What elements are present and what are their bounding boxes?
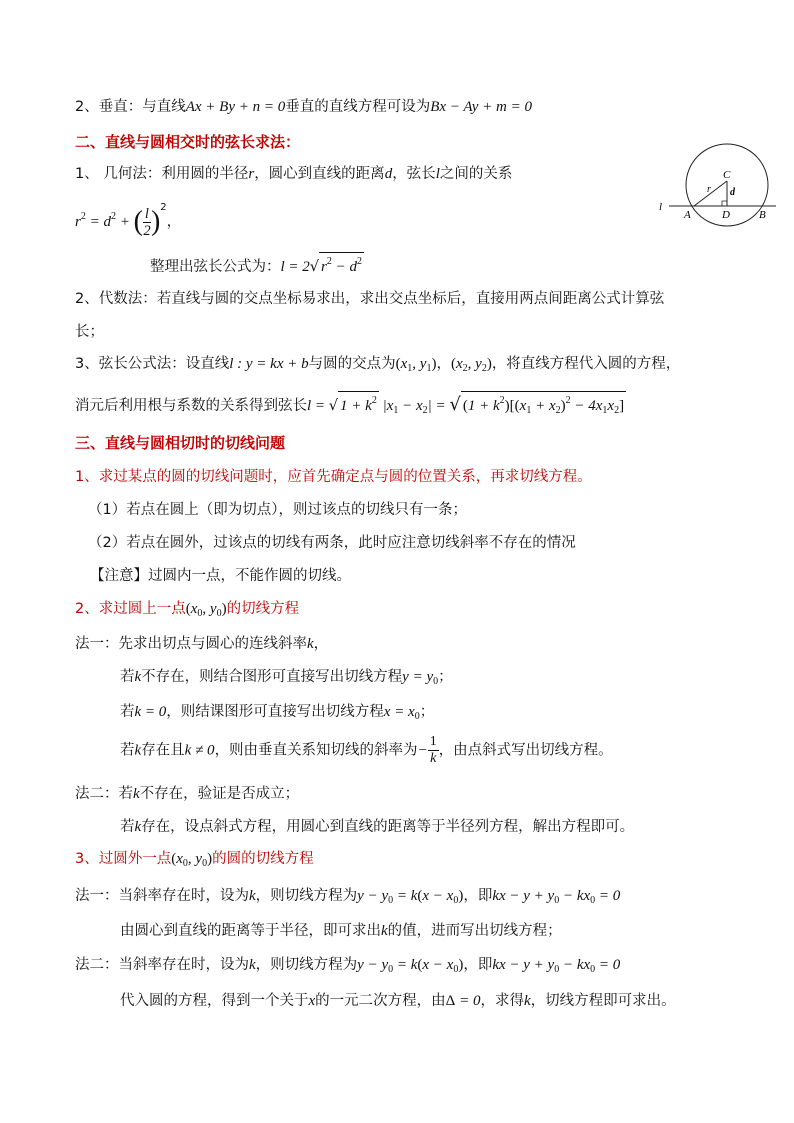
method-two-slope-exists-text: 若k存在，设点斜式方程，用圆心到直线的距离等于半径列方程，解出方程即可。: [120, 819, 635, 835]
right-angle-mark: [722, 201, 727, 206]
point-on-circle-case: （1）若点在圆上（即为切点），则过该点的切线只有一条；: [88, 502, 467, 518]
geometric-method-text: 1、 几何法：利用圆的半径r，圆心到直线的距离d，弦长l之间的关系: [75, 166, 513, 182]
outside-method-two-text: 法二：当斜率存在时，设为k，则切线方程为$y - y_0 = k(x - x_0)$，即kx − $y + y_0 - kx_0 = 0$: [75, 957, 621, 975]
section-heading-chord-length: 二、直线与圆相交时的弦长求法：: [75, 133, 301, 151]
radius-relation-formula: $r^2 = d^2$ + ( $\frac{l}{2}$ )$^2$，: [75, 202, 182, 239]
algebraic-method-text: 2、代数法：若直线与圆的交点坐标易求出，求出交点坐标后，直接用两点间距离公式计算弦: [75, 291, 665, 307]
label-r: r: [707, 184, 711, 195]
eq-given-line: Ax + By + n = 0: [185, 99, 286, 115]
label-d-point: D: [722, 209, 730, 221]
point-outside-circle-case: （2）若点在圆外，过该点的切线有两条，此时应注意切线斜率不存在的情况: [88, 535, 576, 551]
tangent-through-point-on-circle-heading: 2、求过圆上一点($x_0$, $y_0$)的切线方程: [75, 601, 300, 619]
algebraic-method-text-cont: 长；: [75, 324, 104, 340]
chord-length-vieta-formula: 消元后利用根与系数的关系得到弦长l = √ $1 + k^2$ $|x_1 - x_2|$ = √ $(1 + k^2)[(x_1 + x_2)^2 - 4x_1x_2]$: [75, 391, 626, 422]
label-b: B: [759, 209, 766, 221]
distance-equals-radius-text: 由圆心到直线的距离等于半径，即可求出k的值，进而写出切线方程；: [120, 923, 562, 939]
label-a: A: [684, 209, 691, 221]
method-one-slope-text: 法一：先求出切点与圆心的连线斜率k，: [75, 636, 329, 652]
slope-not-exist-case: 若k不存在，则结合图形可直接写出切线方程$y = y_0$；: [120, 669, 453, 687]
label-c: C: [723, 169, 731, 181]
slope-exists-nonzero-case: 若k存在且k ≠ 0，则由垂直关系知切线的斜率为− $\frac{1}{k}$ ，由点斜式写出切线方程。: [120, 734, 613, 766]
chord-diagram-figure: [655, 140, 780, 230]
label-d: d: [730, 187, 735, 198]
discriminant-method-text: 代入圆的方程，得到一个关于x的一元二次方程，由Δ = 0，求得k，切线方程即可求出。: [120, 993, 676, 1009]
label-l: l: [659, 201, 663, 213]
chord-formula-method-text: 3、弦长公式法：设直线l : y = kx + b与圆的交点为($x_1$, $y_1$)，($x_2$, $y_2$)，将直线方程代入圆的方程，: [75, 356, 681, 374]
section-heading-tangent: 三、直线与圆相切时的切线问题: [75, 434, 286, 452]
slope-zero-case: 若k = 0，则结课图形可直接写出切线方程$x = x_0$；: [120, 704, 435, 722]
method-two-check-text: 法二：若k不存在，验证是否成立；: [75, 786, 300, 802]
perpendicular-line-text: 2、垂直：与直线Ax + By + n = 0垂直的直线方程可设为Bx − Ay + m = 0: [75, 99, 532, 115]
tangent-point-position-text: 1、求过某点的圆的切线问题时，应首先确定点与圆的位置关系，再求切线方程。: [75, 469, 592, 485]
eq-perpendicular-line: Bx − Ay + m = 0: [430, 99, 532, 115]
tangent-through-outside-point-heading: 3、过圆外一点($x_0$, $y_0$)的圆的切线方程: [75, 851, 314, 869]
note-inside-point: 【注意】过圆内一点，不能作圆的切线。: [90, 568, 351, 584]
outside-method-one-text: 法一：当斜率存在时，设为k，则切线方程为$y - y_0 = k(x - x_0)$，即kx − $y + y_0 - kx_0 = 0$: [75, 888, 621, 906]
chord-length-formula-line: 整理出弦长公式为：l = 2√ $r^2 - d^2$: [150, 252, 364, 278]
